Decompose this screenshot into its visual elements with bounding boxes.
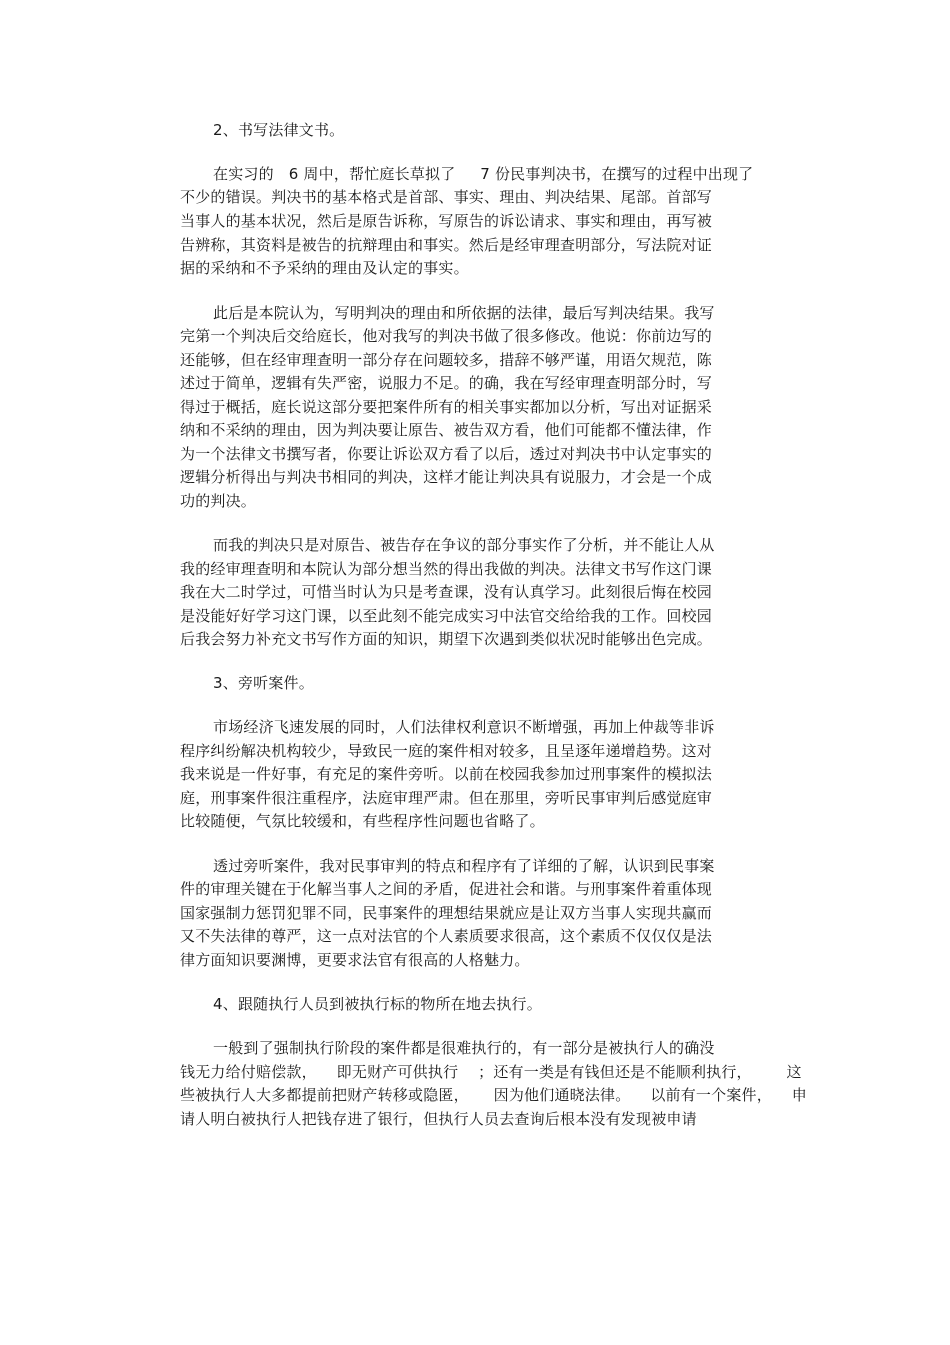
paragraph-line: 请人明白被执行人把钱存进了银行，但执行人员去查询后根本没有发现被申请 xyxy=(180,1110,697,1128)
paragraph-line: 不少的错误。判决书的基本格式是首部、事实、理由、判决结果、尾部。首部写 xyxy=(180,188,713,206)
paragraph-line: 在实习的 6 周中，帮忙庭长草拟了 7 份民事判决书，在撰写的过程中出现了 xyxy=(213,165,754,183)
paragraph-line: 庭，刑事案件很注重程序，法庭审理严肃。但在那里，旁听民事审判后感觉庭审 xyxy=(180,789,713,807)
paragraph-line: 国家强制力惩罚犯罪不同，民事案件的理想结果就应是让双方当事人实现共赢而 xyxy=(180,904,713,922)
paragraph-line: 述过于简单，逻辑有失严密，说服力不足。的确，我在写经审理查明部分时，写 xyxy=(180,374,713,392)
paragraph-line: 后我会努力补充文书写作方面的知识，期望下次遇到类似状况时能够出色完成。 xyxy=(180,630,713,648)
paragraph-line: 逻辑分析得出与判决书相同的判决，这样才能让判决具有说服力，才会是一个成 xyxy=(180,468,713,486)
paragraph-line: 比较随便，气氛比较缓和，有些程序性问题也省略了。 xyxy=(180,812,545,830)
section-heading-3: 3、旁听案件。 xyxy=(213,674,314,692)
paragraph-line: 为一个法律文书撰写者，你要让诉讼双方看了以后，透过对判决书中认定事实的 xyxy=(180,445,713,463)
paragraph-line: 是没能好好学习这门课，以至此刻不能完成实习中法官交给给我的工作。回校园 xyxy=(180,607,713,625)
paragraph-line: 我的经审理查明和本院认为部分想当然的得出我做的判决。法律文书写作这门课 xyxy=(180,560,713,578)
paragraph-line: 此后是本院认为，写明判决的理由和所依据的法律，最后写判决结果。我写 xyxy=(213,304,715,322)
paragraph-line: 透过旁听案件，我对民事审判的特点和程序有了详细的了解，认识到民事案 xyxy=(213,857,715,875)
paragraph-line: 律方面知识要渊博，更要求法官有很高的人格魅力。 xyxy=(180,951,530,969)
paragraph-line: 完第一个判决后交给庭长，他对我写的判决书做了很多修改。他说：你前边写的 xyxy=(180,327,713,345)
paragraph-line: 纳和不采纳的理由，因为判决要让原告、被告双方看，他们可能都不懂法律，作 xyxy=(180,421,713,439)
section-heading-2: 2、书写法律文书。 xyxy=(213,121,345,139)
paragraph-line: 得过于概括，庭长说这部分要把案件所有的相关事实都加以分析，写出对证据采 xyxy=(180,398,713,416)
paragraph-line: 我在大二时学过，可惜当时认为只是考查课，没有认真学习。此刻很后悔在校园 xyxy=(180,583,713,601)
paragraph-line: 而我的判决只是对原告、被告存在争议的部分事实作了分析，并不能让人从 xyxy=(213,536,715,554)
paragraph-line: 当事人的基本状况，然后是原告诉称，写原告的诉讼请求、事实和理由，再写被 xyxy=(180,212,713,230)
section-heading-4: 4、跟随执行人员到被执行标的物所在地去执行。 xyxy=(213,995,542,1013)
paragraph-line: 一般到了强制执行阶段的案件都是很难执行的，有一部分是被执行人的确没 xyxy=(213,1039,715,1057)
paragraph-line: 钱无力给付赔偿款， 即无财产可供执行 ；还有一类是有钱但还是不能顺利执行， 这 xyxy=(180,1063,802,1081)
paragraph-line: 告辨称，其资料是被告的抗辩理由和事实。然后是经审理查明部分，写法院对证 xyxy=(180,236,713,254)
paragraph-line: 件的审理关键在于化解当事人之间的矛盾，促进社会和谐。与刑事案件着重体现 xyxy=(180,880,713,898)
paragraph-line: 市场经济飞速发展的同时，人们法律权利意识不断增强，再加上仲裁等非诉 xyxy=(213,718,715,736)
paragraph-line: 据的采纳和不予采纳的理由及认定的事实。 xyxy=(180,259,469,277)
paragraph-line: 些被执行人大多都提前把财产转移或隐匿， 因为他们通晓法律。 以前有一个案件， 申 xyxy=(180,1086,807,1104)
paragraph-line: 功的判决。 xyxy=(180,492,257,510)
paragraph-line: 我来说是一件好事，有充足的案件旁听。以前在校园我参加过刑事案件的模拟法 xyxy=(180,765,713,783)
paragraph-line: 还能够，但在经审理查明一部分存在问题较多，措辞不够严谨，用语欠规范，陈 xyxy=(180,351,713,369)
paragraph-line: 程序纠纷解决机构较少，导致民一庭的案件相对较多，且呈逐年递增趋势。这对 xyxy=(180,742,713,760)
paragraph-line: 又不失法律的尊严，这一点对法官的个人素质要求很高，这个素质不仅仅仅是法 xyxy=(180,927,713,945)
